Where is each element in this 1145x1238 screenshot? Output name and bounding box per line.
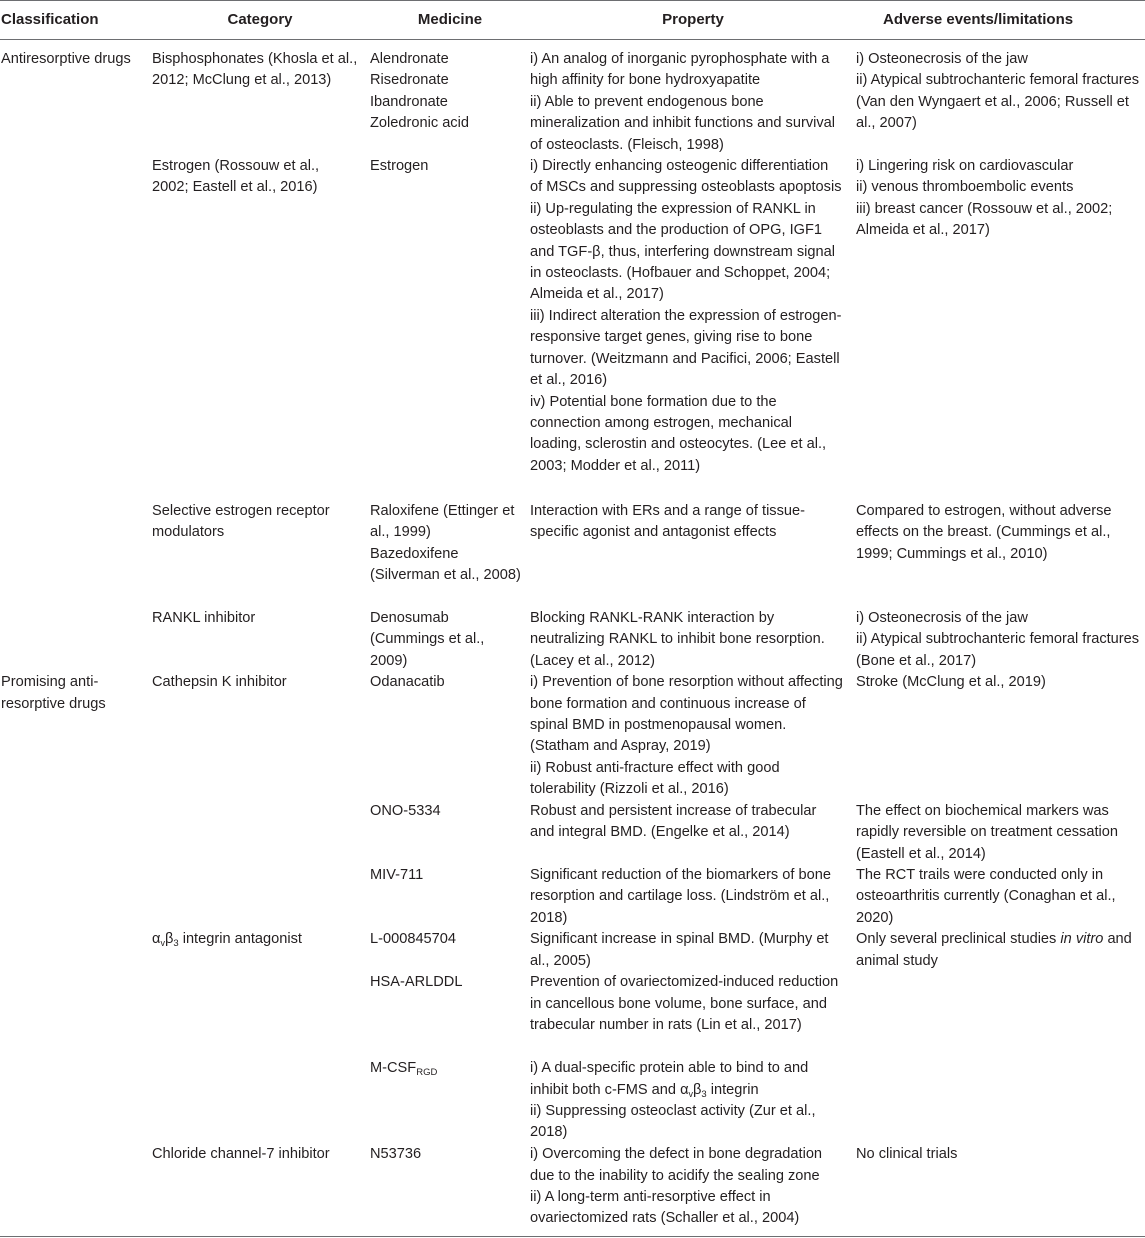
property-item (530, 1058, 844, 1101)
medicine-item: Zoledronic acid (370, 115, 469, 132)
property-cell (530, 672, 856, 800)
property-item: ii) Able to prevent endogenous bone mineralization and inhibit functions and survival of osteoclasts. (Fleisch, 1998) (530, 93, 836, 153)
subscript-v: v (688, 1088, 694, 1099)
table-row (0, 1144, 1145, 1236)
alpha-symbol: α (152, 931, 161, 948)
property-item: i) Directly enhancing osteogenic differentiation of MSCs and suppressing osteoblasts apoptosis (530, 158, 842, 196)
adverse-emphasis: in vitro (1060, 931, 1104, 948)
category-cell: Bisphosphonates (Khosla et al., 2012; McClung et al., 2013) (152, 51, 358, 89)
adverse-cell (856, 40, 1145, 157)
medicine-cell (370, 865, 530, 929)
table-row (0, 156, 1145, 501)
medicine-item: N53736 (370, 1146, 422, 1163)
property-item: ii) A long-term anti-resorptive effect in ovariectomized rats (Schaller et al., 2004) (530, 1188, 800, 1227)
classification-cell (0, 1144, 150, 1236)
property-cell (530, 156, 856, 501)
medicine-item: Denosumab (Cummings et al., 2009) (370, 610, 485, 669)
adverse-cell (856, 929, 1145, 972)
header-classification: Classification (0, 1, 150, 40)
adverse-cell (856, 1058, 1145, 1144)
property-cell (530, 40, 856, 157)
table-row (0, 40, 1145, 157)
property-item: Significant reduction of the biomarkers of bone resorption and cartilage loss. (Lindström et al., 2018) (530, 866, 831, 926)
adverse-item: i) Osteonecrosis of the jaw (856, 610, 1028, 627)
category-cell (150, 865, 370, 929)
adverse-item: iii) breast cancer (Rossouw et al., 2002; Almeida et al., 2017) (856, 200, 1113, 239)
subscript-3: 3 (173, 938, 179, 950)
category-cell (150, 1058, 370, 1144)
medicine-item: Raloxifene (Ettinger et al., 1999) (370, 503, 515, 541)
category-cell (150, 929, 370, 972)
property-cell (530, 801, 856, 865)
medicine-cell (370, 40, 530, 157)
property-item: iv) Potential bone formation due to the connection among estrogen, mechanical loading, sclerostin and osteocytes. (Lee et al., 2003; Modder et al., 2011) (530, 393, 827, 474)
medicine-item: ONO-5334 (370, 802, 441, 819)
adverse-item: The effect on biochemical markers was rapidly reversible on treatment cessation (Eastell et al., 2014) (856, 802, 1119, 862)
medicine-item: Estrogen (370, 158, 429, 175)
classification-cell (0, 608, 150, 672)
adverse-text: and animal study (856, 931, 1132, 969)
property-text: i) A dual-specific protein able to bind to and inhibit both c-FMS and (530, 1060, 809, 1098)
property-item: Blocking RANKL-RANK interaction by neutralizing RANKL to inhibit bone resorption. (Lacey et al., 2012) (530, 610, 825, 669)
beta-symbol: β (693, 1081, 702, 1098)
category-cell (150, 972, 370, 1058)
adverse-cell (856, 156, 1145, 501)
beta-symbol: β (164, 931, 174, 948)
table-row (0, 672, 1145, 800)
classification-cell (0, 156, 150, 501)
medicine-cell (370, 672, 530, 800)
property-item: i) Prevention of bone resorption without affecting bone formation and continuous increase of spinal BMD in postmenopausal women. (Statham and Aspray, 2019) (530, 674, 843, 755)
medicine-cell (370, 1058, 530, 1144)
medicine-cell (370, 501, 530, 608)
classification-cell (0, 929, 150, 972)
classification-cell (0, 972, 150, 1058)
category-cell: RANKL inhibitor (152, 610, 256, 627)
adverse-item: Compared to estrogen, without adverse effects on the breast. (Cummings et al., 1999; Cummings et al., 2010) (856, 503, 1112, 562)
medicine-item: Alendronate (370, 51, 449, 67)
adverse-item: No clinical trials (856, 1146, 958, 1163)
property-cell (530, 865, 856, 929)
property-item: Prevention of ovariectomized-induced reduction in cancellous bone volume, bone surface, and trabecular number in rats (Lin et al., 2017) (530, 974, 839, 1033)
category-cell (150, 801, 370, 865)
property-item: ii) Suppressing osteoclast activity (Zur et al., 2018) (530, 1102, 816, 1141)
table-row (0, 1058, 1145, 1144)
medicine-item: HSA-ARLDDL (370, 974, 463, 991)
medicine-cell (370, 1144, 530, 1236)
category-text: integrin antagonist (178, 931, 302, 948)
adverse-cell (856, 972, 1145, 1058)
medicine-item: M-CSF (370, 1060, 417, 1077)
property-text: integrin (706, 1081, 759, 1098)
header-property: Property (530, 1, 856, 40)
property-item: i) Overcoming the defect in bone degradation due to the inability to acidify the sealing zone (530, 1146, 823, 1184)
category-cell: Cathepsin K inhibitor (152, 674, 287, 691)
table-row (0, 608, 1145, 672)
property-cell (530, 1058, 856, 1144)
property-cell (530, 929, 856, 972)
medicine-item: MIV-711 (370, 866, 424, 883)
header-adverse-events: Adverse events/limitations (856, 1, 1145, 40)
adverse-cell (856, 608, 1145, 672)
property-cell (530, 608, 856, 672)
table-row (0, 501, 1145, 608)
medicine-item: Bazedoxifene (Silverman et al., 2008) (370, 545, 521, 584)
medicine-item: L-000845704 (370, 931, 457, 948)
medicine-cell (370, 608, 530, 672)
medicine-cell (370, 156, 530, 501)
property-item: iii) Indirect alteration the expression of estrogen- responsive target genes, giving rise to bone turnover. (Weitzmann and Pacifici, 2006; Eastell et al., 2016) (530, 307, 842, 389)
adverse-item: ii) venous thromboembolic events (856, 179, 1074, 196)
property-cell (530, 1144, 856, 1236)
property-cell (530, 501, 856, 608)
subscript-rgd: RGD (416, 1067, 438, 1079)
header-medicine: Medicine (370, 1, 530, 40)
medicine-item: Ibandronate (370, 93, 448, 110)
adverse-cell (856, 801, 1145, 865)
classification-cell (0, 865, 150, 929)
medicine-cell (370, 801, 530, 865)
category-cell: Selective estrogen receptor modulators (152, 503, 330, 541)
table-row (0, 801, 1145, 865)
subscript-3: 3 (701, 1088, 707, 1100)
adverse-item: i) Osteonecrosis of the jaw (856, 51, 1028, 67)
table-row (0, 972, 1145, 1058)
property-item: Robust and persistent increase of trabecular and integral BMD. (Engelke et al., 2014) (530, 802, 817, 841)
adverse-item: ii) Atypical subtrochanteric femoral fractures (Van den Wyngaert et al., 2006; Russell et al., 2007) (856, 72, 1140, 132)
adverse-cell (856, 501, 1145, 608)
classification-cell: Antiresorptive drugs (1, 51, 131, 67)
adverse-item: The RCT trails were conducted only in osteoarthritis currently (Conaghan et al., 2020) (856, 866, 1116, 926)
adverse-cell (856, 672, 1145, 800)
adverse-item: i) Lingering risk on cardiovascular (856, 158, 1074, 175)
adverse-cell (856, 1144, 1145, 1236)
property-item: Interaction with ERs and a range of tissue-specific agonist and antagonist effects (530, 503, 805, 541)
medicine-cell (370, 972, 530, 1058)
property-item: ii) Robust anti-fracture effect with good tolerability (Rizzoli et al., 2016) (530, 759, 780, 798)
subscript-v: v (160, 938, 165, 949)
property-cell (530, 972, 856, 1058)
medicine-item: Risedronate (370, 72, 449, 89)
medicine-item: Odanacatib (370, 674, 445, 691)
medicine-cell (370, 929, 530, 972)
classification-cell (0, 801, 150, 865)
header-row (0, 1, 1145, 40)
adverse-cell (856, 865, 1145, 929)
alpha-symbol: α (680, 1081, 689, 1098)
adverse-item: ii) Atypical subtrochanteric femoral fractures (Bone et al., 2017) (856, 631, 1140, 669)
adverse-text: Only several preclinical studies (856, 931, 1061, 948)
category-cell: Chloride channel-7 inhibitor (150, 1144, 370, 1236)
header-category: Category (150, 1, 370, 40)
adverse-item: Stroke (McClung et al., 2019) (856, 674, 1046, 691)
property-item: ii) Up-regulating the expression of RANKL in osteoblasts and the production of OPG, IGF1 and TGF-β, thus, interfering downstream signal in osteoclasts. (Hofbauer and Schoppet, 2004; Almeida et al., 2017) (530, 200, 836, 303)
classification-cell (0, 501, 150, 608)
table-row (0, 929, 1145, 972)
classification-cell (0, 1058, 150, 1144)
table-row (0, 865, 1145, 929)
property-item: Significant increase in spinal BMD. (Murphy et al., 2005) (530, 931, 829, 969)
property-item: i) An analog of inorganic pyrophosphate with a high affinity for bone hydroxyapatite (530, 51, 830, 89)
category-cell: Estrogen (Rossouw et al., 2002; Eastell et al., 2016) (152, 158, 320, 196)
classification-cell: Promising anti-resorptive drugs (1, 674, 106, 712)
